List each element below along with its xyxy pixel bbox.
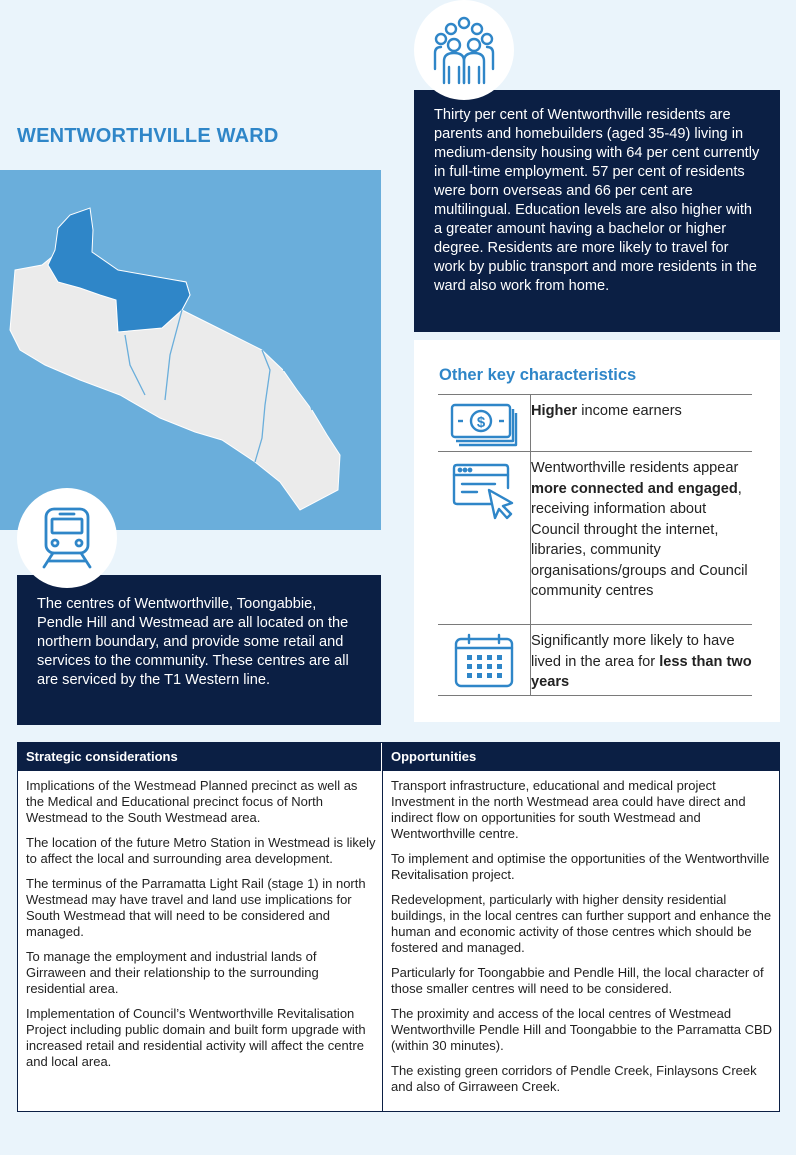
table-cell: Implications of the Westmead Planned precinct as well as the Medical and Educational precinct focus of North Westmead to the South Westmead area. xyxy=(26,778,358,825)
ward-map-svg xyxy=(0,170,381,530)
list-item xyxy=(438,394,752,451)
opportunities-list xyxy=(383,771,779,1095)
table-cell: To implement and optimise the opportunities of the Wentworthville Revitalisation project. xyxy=(391,851,770,882)
table-cell: The terminus of the Parramatta Light Rail (stage 1) in north Westmead may have travel and land use implications for South Westmead that will need to be considered and managed. xyxy=(26,876,366,939)
table-cell: Transport infrastructure, educational and medical project Investment in the north Westmead area could have direct and indirect flow on opportunities for south Westmead and Wentworthville centre. xyxy=(391,778,746,841)
centres-info-box xyxy=(17,575,381,725)
money-notes-icon xyxy=(438,401,530,447)
list-item xyxy=(438,624,752,696)
page-title: WENTWORTHVILLE WARD xyxy=(17,125,279,147)
table-cell: To manage the employment and industrial lands of Girraween and their relationship to the surrounding residential area. xyxy=(26,949,319,996)
list-item xyxy=(438,451,752,624)
calendar-icon xyxy=(438,633,530,689)
key-characteristics-title: Other key characteristics xyxy=(439,366,637,384)
table-cell: Redevelopment, particularly with higher density residential buildings, in the local centres can further support and enhance the human and economic activity of those centres which should be fostered and managed. xyxy=(391,892,772,955)
considerations-table xyxy=(17,742,780,1112)
table-cell: Particularly for Toongabbie and Pendle Hill, the local character of those smaller centres will need to be considered. xyxy=(391,965,764,996)
key-item-text: Wentworthville residents appear xyxy=(531,460,739,476)
table-cell: Implementation of Council’s Wentworthville Revitalisation Project including public domain and built form upgrade with increased retail and residential activity will affect the centre and local area. xyxy=(26,1006,366,1069)
table-header-opportunities: Opportunities xyxy=(383,743,779,771)
strategic-considerations-list xyxy=(18,771,382,1070)
key-item-text: , receiving information about Council throught the internet, libraries, community organisations/groups and Council community centres xyxy=(531,480,748,599)
key-item-bold: more connected and engaged xyxy=(531,480,738,497)
key-item-bold: Higher xyxy=(531,403,578,419)
people-group-icon xyxy=(414,0,514,100)
table-header-strategic: Strategic considerations xyxy=(18,743,382,771)
train-icon xyxy=(17,488,117,588)
key-characteristics-panel xyxy=(414,340,780,722)
resident-profile-text: Thirty per cent of Wentworthville residents are parents and homebuilders (aged 35-49) living in medium-density housing with 64 per cent currently in full-time employment. 57 per cent of residents were born overseas and 66 per cent are multilingual. Education levels are also higher with a greater amount having a bachelor or higher degree. Residents are more likely to travel for work by public transport and more residents in the ward also work from home. xyxy=(434,107,760,294)
svg-text:$: $ xyxy=(476,414,486,431)
table-cell: The location of the future Metro Station in Westmead is likely to affect the local and surrounding area development. xyxy=(26,835,376,866)
strategic-considerations-column xyxy=(18,743,383,1111)
resident-profile-box xyxy=(414,90,780,332)
key-item-text: income earners xyxy=(577,403,682,419)
key-item-text: Significantly more likely to have lived in the area for xyxy=(531,633,735,670)
table-cell: The proximity and access of the local centres of Westmead Wentworthville Pendle Hill and Toongabbie to the Parramatta CBD (within 30 minutes). xyxy=(391,1006,773,1053)
centres-info-text: The centres of Wentworthville, Toongabbie, Pendle Hill and Westmead are all located on the northern boundary, and provide some retail and services to the community. These centres are all are serviced by the T1 Western line. xyxy=(37,596,349,688)
table-cell: The existing green corridors of Pendle Creek, Finlaysons Creek and also of Girraween Creek. xyxy=(391,1063,757,1094)
ward-map xyxy=(0,170,381,530)
opportunities-column xyxy=(383,743,779,1111)
browser-click-icon xyxy=(438,462,530,522)
key-item-bold: less than two years xyxy=(531,653,752,690)
